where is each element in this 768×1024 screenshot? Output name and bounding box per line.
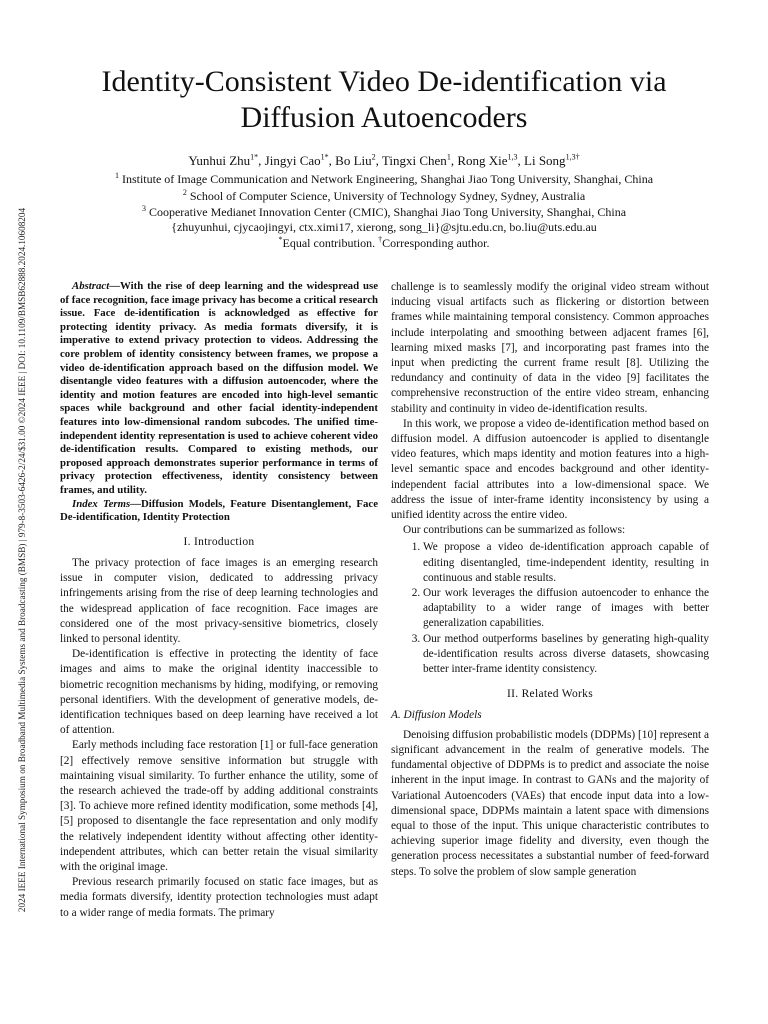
paragraph: Our contributions can be summarized as follows: — [403, 524, 626, 537]
paragraph: Denoising diffusion probabilistic models (DDPMs) [10] represent a significant advancement in the realm of generative models. The fundamental objective of DDPMs is to predict and associate the noise inherent in the input image. In contrast to GANs and the majority of Variational Autoencoders (VAEs) that encode input data into a low-dimensional space, DDPMs maintain a latent space with dimensions equal to those of the input. This unique characteristic contributes to achieving superior image fidelity and diversity, even though the generation process necessitates a substantial number of feed-forward steps. To solve the problem of slow sample generation — [391, 728, 709, 878]
paragraph: In this work, we propose a video de-identification method based on diffusion model. A diffusion autoencoder is applied to disentangle video features, which maps identity and motion features into a high-level semantic space and encodes background and other identity-independent facial attributes into a low-dimensional space. We address the issue of inter-frame identity inconsistency by using a unified identity across the entire video. — [391, 417, 709, 522]
author-notes: *Equal contribution. †Corresponding author. — [278, 235, 490, 250]
title-line-2: Diffusion Autoencoders — [240, 101, 528, 134]
author: Tingxi Chen$^1$ — [381, 152, 451, 168]
list-item: 3. Our method outperforms baselines by generating high-quality de-identification results across diverse datasets, showcasing better inter-frame identity consistency. — [423, 632, 709, 678]
author: Rong Xie$^{1,3}$ — [457, 152, 518, 168]
index-terms: Index Terms—Diffusion Models, Feature Disentanglement, Face De-identification, Identity Protection — [60, 497, 378, 524]
paper-title — [0, 64, 768, 136]
abstract: Abstract—With the rise of deep learning and the widespread use of face recognition, face image privacy has become a critical research issue. Face de-identification is acknowledged as effective for protecting identity privacy. As media formats diversify, it is imperative to extend privacy protection to videos. Addressing the core problem of identity consistency between frames, we propose a video de-identification approach based on the diffusion model. We disentangle video features with a diffusion autoencoder, where the identity and motion features are encoded into high-level semantic spaces while background and other facial identity-independent features into low-dimensional random subcodes. The unified time-independent identity representation is used to achieve coherent video de-identification results. Compared to existing methods, our proposed approach demonstrates superior performance in terms of privacy protection effectiveness, identity consistency between frames, and utility. — [60, 280, 378, 496]
paragraph: challenge is to seamlessly modify the original video stream without inducing visual artifacts such as flickering or distortion between frames while maintaining temporal consistency. Common approaches include interpolating and smoothing between adjacent frames [6], learning mixed masks [7], and incorporating past frames into the input when predicting the current frame result [8]. Utilizing the redundancy and continuity of data in the video [9] facilitates the comprehensive reconstruction of the entire video stream, enhancing stability and continuity in video de-identification results. — [391, 281, 709, 415]
paragraph: Previous research primarily focused on static face images, but as media formats diversify, identity protection technologies must adapt to a wider range of media formats. The primary — [60, 876, 378, 919]
list-item: 2. Our work leverages the diffusion autoencoder to enhance the adaptability to a wider range of images with better generalization capabilities. — [423, 586, 709, 632]
subsection-heading-diffusion-models: A. Diffusion Models — [391, 709, 482, 722]
contribution-list — [391, 540, 709, 677]
author: Yunhui Zhu$^{1*}$ — [188, 152, 259, 168]
affiliation-2: $^2$ School of Computer Science, University of Technology Sydney, Sydney, Australia — [182, 188, 586, 203]
author: Li Song$^{1,3\dagger}$ — [524, 152, 580, 168]
paragraph: The privacy protection of face images is an emerging research issue in computer vision, dedicated to addressing privacy infringements arising from the rise of deep learning technologies and the widespread application of face recognition. Face images are considered one of the most privacy-sensitive biometrics, closely linked to personal identity. — [60, 556, 378, 645]
doi-sidebar-text: 2024 IEEE International Symposium on Broadband Multimedia Systems and Broadcasting (BMSB) | 979-8-3503-6426-2/24/$31.00 ©2024 IEEE | DOI: 10.1109/BMSB62888.2024.10608204 — [17, 207, 27, 913]
title-line-1: Identity-Consistent Video De-identification via — [101, 65, 667, 98]
paragraph: Early methods including face restoration [1] or full-face generation [2] effectively remove sensitive information but struggle with maintaining visual similarity. To further enhance the utility, some of the research achieved the trade-off by adding additional constraints [3]. To achieve more refined identity modification, some methods [4], [5] proposed to disentangle the face representation and only modify the relatively independent identity without affecting other identity-independent attributes, which can better retain the visual similarity with the original image. — [60, 739, 378, 873]
affiliation-1: $^1$ Institute of Image Communication and Network Engineering, Shanghai Jiao Tong University, Shanghai, China — [114, 171, 654, 186]
author: Jingyi Cao$^{1*}$ — [264, 152, 329, 168]
affiliation-3: $^3$ Cooperative Medianet Innovation Center (CMIC), Shanghai Jiao Tong University, Shanghai, China — [141, 204, 627, 219]
list-item: 1. We propose a video de-identification approach capable of editing disentangled, time-independent identity, resulting in continuous and stable results. — [423, 540, 709, 586]
paragraph: De-identification is effective in protecting the identity of face images and aims to make the original identity inaccessible to biometric recognition mechanisms by hiding, modifying, or removing personal identifiers. With the development of generative models, de-identification techniques based on deep learning have received a lot of attention. — [60, 648, 378, 737]
author-list: Yunhui Zhu$^{1*}$, Jingyi Cao$^{1*}$, Bo Liu$^2$, Tingxi Chen$^1$, Rong Xie$^{1,3}$, Li Song$^{1,3\dagger}$ — [188, 152, 580, 168]
left-column — [60, 280, 378, 921]
author: Bo Liu$^2$ — [335, 152, 376, 168]
email-line: {zhuyunhui, cjycaojingyi, ctx.ximi17, xierong, song_li}@sjtu.edu.cn, bo.liu@uts.edu.au — [171, 220, 597, 234]
right-column — [391, 280, 709, 880]
section-heading-related-works: II. Related Works — [506, 688, 594, 701]
section-heading-introduction: I. Introduction — [183, 535, 255, 548]
